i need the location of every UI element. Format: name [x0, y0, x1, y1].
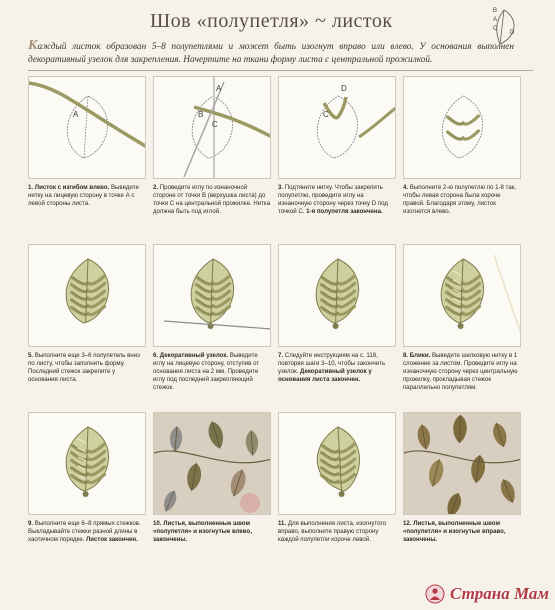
step-photo	[28, 76, 146, 179]
step-number: 2.	[153, 184, 159, 191]
step-bold-text: Листья, выполненные швом «полупетля» и изогнутые влево, закончены.	[153, 520, 252, 544]
strana-mam-logo-icon	[424, 583, 446, 605]
step-caption	[278, 352, 396, 384]
steps-grid	[28, 76, 533, 576]
step-text: Выполните еще 3–6 полупетель вниз по листу, чтобы заполнить форму. Последний стежок закрепите у основания листа.	[28, 352, 140, 384]
step-bold-end: Листок закончен.	[86, 536, 138, 544]
embroidery-image	[29, 413, 146, 515]
header	[0, 0, 555, 80]
step-number: 11.	[278, 520, 287, 527]
step-text: Выведите нитку на лицевую сторону в точке А с левой стороны листа.	[28, 184, 139, 208]
step-photo	[403, 76, 521, 179]
step-number: 3.	[278, 184, 284, 191]
embroidery-image	[404, 245, 521, 347]
step-bold-text: Листок с изгибом влево.	[34, 184, 110, 191]
step-caption	[28, 520, 146, 544]
diagram-label-d: D	[510, 30, 515, 36]
embroidery-image	[279, 413, 396, 515]
diagram-label-b: B	[493, 8, 498, 14]
point-label: C	[323, 110, 329, 119]
step-number: 5.	[28, 352, 34, 359]
step-number: 6.	[153, 352, 159, 359]
intro-paragraph	[28, 40, 514, 66]
step-photo	[153, 244, 271, 347]
step-number: 4.	[403, 184, 409, 191]
point-label: A	[73, 110, 79, 119]
step-caption	[28, 184, 146, 208]
step-caption	[278, 184, 396, 216]
diagram-label-c: C	[493, 26, 498, 32]
step-text: Подтяните нитку. Чтобы закрепить полупетлю, проведите иглу на изнаночную сторону через точку D под точкой С.	[278, 184, 388, 216]
step-text: Выведите шелковую нитку в 1 сложение за листом. Проведите иглу на изнаночную сторону через центральную прожилку, прокладывая стежок параллельно полупетлям.	[403, 352, 518, 392]
watermark-text: Страна Мам	[449, 584, 549, 603]
step-caption	[153, 520, 271, 544]
step-photo	[278, 412, 396, 515]
divider	[28, 70, 533, 71]
step-number: 7.	[278, 352, 284, 359]
step-caption	[403, 520, 521, 544]
step-caption	[153, 184, 271, 216]
step-photo	[403, 412, 521, 515]
diagram-label-a: A	[493, 17, 498, 23]
point-label: C	[212, 120, 218, 129]
step-bold-end: 1-я полупетля закончена.	[306, 208, 383, 216]
embroidery-image	[404, 77, 521, 179]
step-photo	[403, 244, 521, 347]
step-number: 10.	[153, 520, 162, 527]
step-caption	[278, 520, 396, 544]
step-text: Выведите иглу на лицевую сторону, отступив от основания листа на 2 мм. Проведите иглу под последний закрепляющий стежок.	[153, 352, 260, 392]
step-bold-text: Листья, выполненные швом «полупетля» и изогнутые вправо, закончены.	[403, 520, 506, 544]
embroidery-image	[154, 245, 271, 347]
step-caption	[153, 352, 271, 392]
step-bold-text: Блики.	[409, 352, 431, 359]
embroidery-image	[279, 245, 396, 347]
step-caption	[403, 352, 521, 392]
step-caption	[403, 184, 521, 216]
point-label: A	[216, 84, 222, 93]
step-text: Выполните 2-ю полупетлю по 1-8 так, чтобы левая сторона была короче правой. Благодаря этому, листок изогнется влево.	[403, 184, 517, 216]
step-photo	[28, 412, 146, 515]
point-label: B	[198, 110, 204, 119]
step-text: Следуйте инструкциям на с. 118, повторяя шаги 3–10, чтобы закончить узелок.	[278, 352, 386, 376]
watermark	[424, 582, 549, 606]
step-photo	[153, 412, 271, 515]
embroidery-image	[404, 413, 521, 515]
step-text: Для выполнения листа, изогнутого вправо, выполните правую сторону каждой полупетли короче левой.	[278, 520, 387, 544]
embroidery-image	[29, 77, 146, 179]
embroidery-image	[279, 77, 396, 179]
step-photo	[28, 244, 146, 347]
step-bold-end: Декоративный узелок у основания листа закончен.	[278, 368, 372, 384]
step-number: 12.	[403, 520, 412, 527]
embroidery-image	[154, 413, 271, 515]
embroidery-image	[154, 77, 271, 179]
step-number: 8.	[403, 352, 409, 359]
step-photo	[278, 76, 396, 179]
step-caption	[28, 352, 146, 384]
step-number: 9.	[28, 520, 34, 527]
intro-dropcap: К	[28, 38, 38, 53]
step-bold-text: Декоративный узелок.	[159, 352, 229, 359]
step-photo	[153, 76, 271, 179]
page-title: Шов «полупетля» ~ листок	[150, 10, 393, 32]
step-number: 1.	[28, 184, 34, 191]
embroidery-image	[29, 245, 146, 347]
point-label: D	[341, 84, 347, 93]
step-text: Проведите иглу по изнаночной стороне от точки В (верхушка листа) до точки С на центральной прожилке. Нитка должна быть под иглой.	[153, 184, 271, 216]
step-photo	[278, 244, 396, 347]
intro-text: аждый листок образован 5–8 полупетлями и может быть изогнут вправо или влево. У основания выполнен декоративный узелок для закрепления. Начертите на ткани форму листа с центральной прожилкой.	[28, 42, 514, 65]
step-text: Выполните еще 6–8 прямых стежков. Выкладывайте стежки разной длины в хаотичном порядке.	[28, 520, 141, 544]
